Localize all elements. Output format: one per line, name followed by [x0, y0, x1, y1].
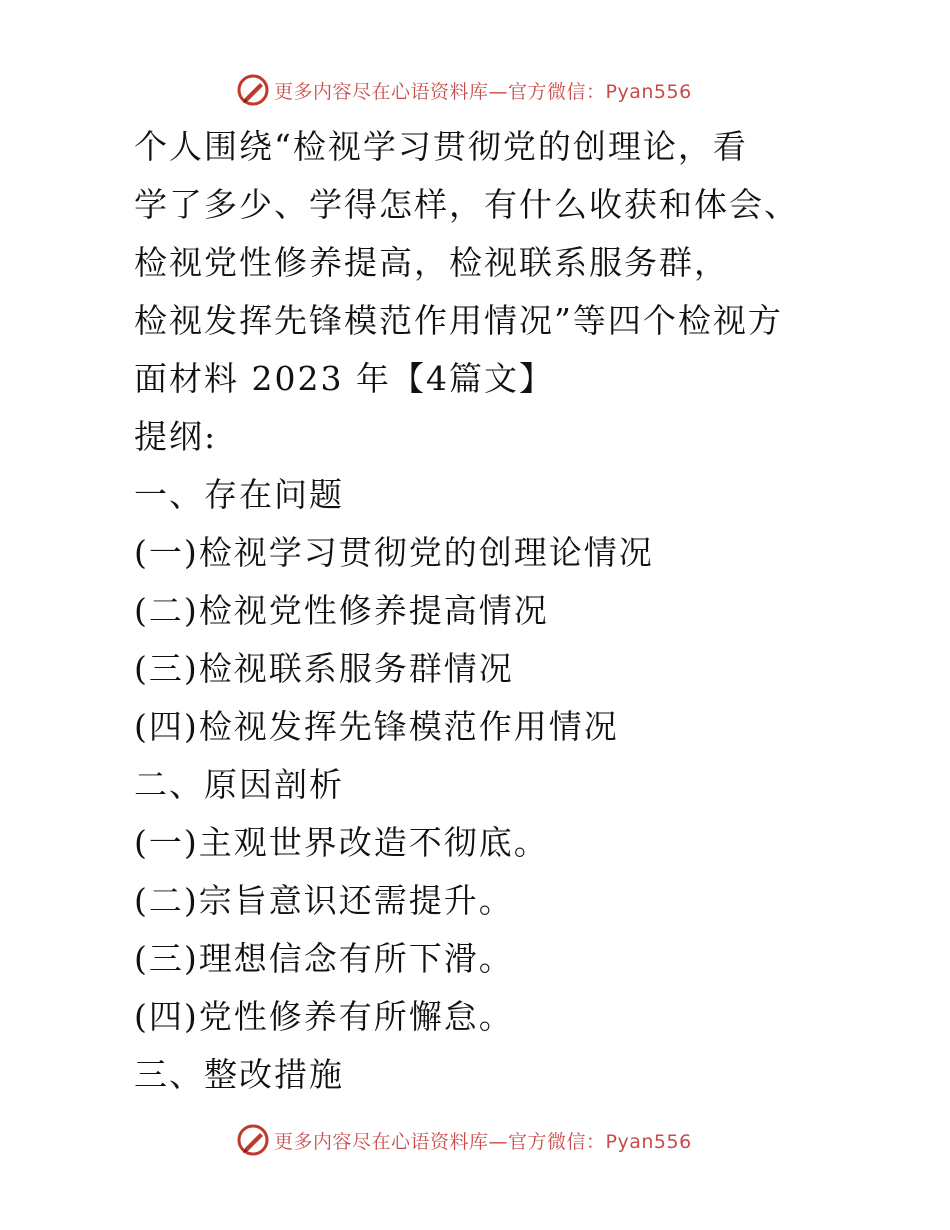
watermark-header — [236, 72, 692, 108]
outline-item: (一)检视学习贯彻党的创理论情况 — [134, 533, 654, 572]
outline-item: (一)主观世界改造不彻底。 — [134, 823, 549, 862]
title-line: 学了多少、学得怎样，有什么收获和体会、 — [134, 185, 799, 224]
watermark-text: 更多内容尽在心语资料库—官方微信：Pyan556 — [274, 1130, 692, 1153]
outline-item: (四)党性修养有所懈怠。 — [134, 997, 514, 1036]
outline-item: (四)检视发挥先锋模范作用情况 — [134, 707, 619, 746]
outline-label: 提纲: — [134, 417, 218, 456]
outline-item: (三)理想信念有所下滑。 — [134, 939, 514, 978]
watermark-footer — [236, 1122, 692, 1158]
title-line: 检视发挥先锋模范作用情况”等四个检视方 — [134, 301, 783, 340]
title-line: 检视党性修养提高，检视联系服务群， — [134, 243, 729, 282]
outline-item: (三)检视联系服务群情况 — [134, 649, 514, 688]
pen-logo-icon — [236, 1123, 270, 1157]
title-line: 面材料 2023 年【4篇文】 — [134, 359, 554, 398]
outline-item: (二)检视党性修养提高情况 — [134, 591, 549, 630]
document-body — [134, 118, 834, 1104]
section-heading: 二、原因剖析 — [134, 765, 344, 804]
outline-item: (二)宗旨意识还需提升。 — [134, 881, 514, 920]
section-heading: 一、存在问题 — [134, 475, 344, 514]
pen-logo-icon — [236, 73, 270, 107]
title-line: 个人围绕“检视学习贯彻党的创理论，看 — [134, 127, 748, 166]
section-heading: 三、整改措施 — [134, 1055, 344, 1094]
watermark-text: 更多内容尽在心语资料库—官方微信：Pyan556 — [274, 80, 692, 103]
